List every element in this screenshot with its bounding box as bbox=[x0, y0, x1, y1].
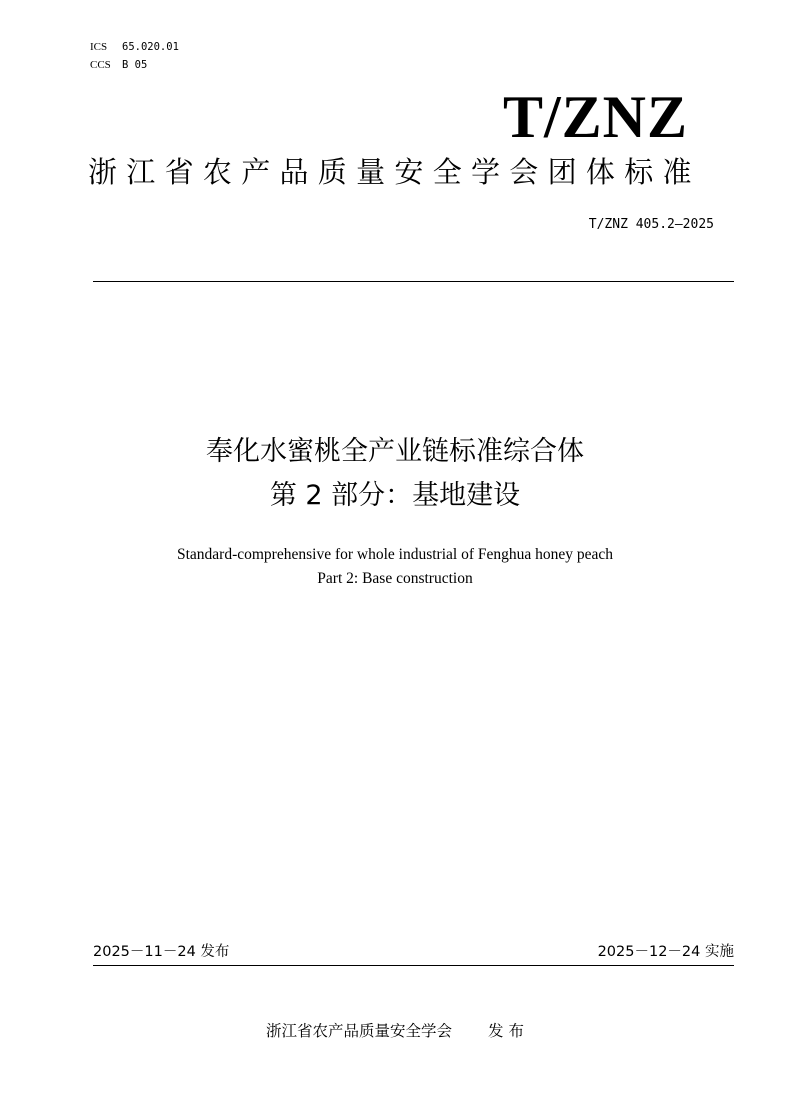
english-title-line2: Part 2: Base construction bbox=[317, 570, 473, 587]
top-divider bbox=[93, 281, 734, 282]
english-title bbox=[0, 543, 790, 591]
chinese-title-line2: 第 2 部分：基地建设 bbox=[269, 480, 521, 511]
ccs-value: B 05 bbox=[122, 59, 148, 71]
implement-date: 2025－12－24 实施 bbox=[597, 944, 734, 960]
ics-value: 65.020.01 bbox=[122, 41, 179, 53]
chinese-title-line1: 奉化水蜜桃全产业链标准综合体 bbox=[206, 436, 584, 467]
issue-date: 2025－11－24 发布 bbox=[93, 944, 230, 960]
ccs-line bbox=[90, 56, 179, 74]
ics-label: ICS bbox=[90, 41, 108, 53]
publisher-org: 浙江省农产品质量安全学会 bbox=[266, 1022, 453, 1040]
standard-logo: T/ZNZ bbox=[502, 84, 688, 150]
standard-number: T/ZNZ 405.2—2025 bbox=[588, 217, 714, 232]
chinese-title bbox=[0, 430, 790, 518]
publisher-line bbox=[0, 1020, 790, 1042]
organization-title: 浙江省农产品质量安全学会团体标准 bbox=[88, 155, 701, 189]
classification-codes bbox=[90, 38, 179, 74]
ics-line bbox=[90, 38, 179, 56]
bottom-divider bbox=[93, 965, 734, 966]
publisher-action: 发 布 bbox=[488, 1022, 524, 1040]
ccs-label: CCS bbox=[90, 59, 111, 71]
english-title-line1: Standard-comprehensive for whole industrial of Fenghua honey peach bbox=[176, 546, 614, 563]
